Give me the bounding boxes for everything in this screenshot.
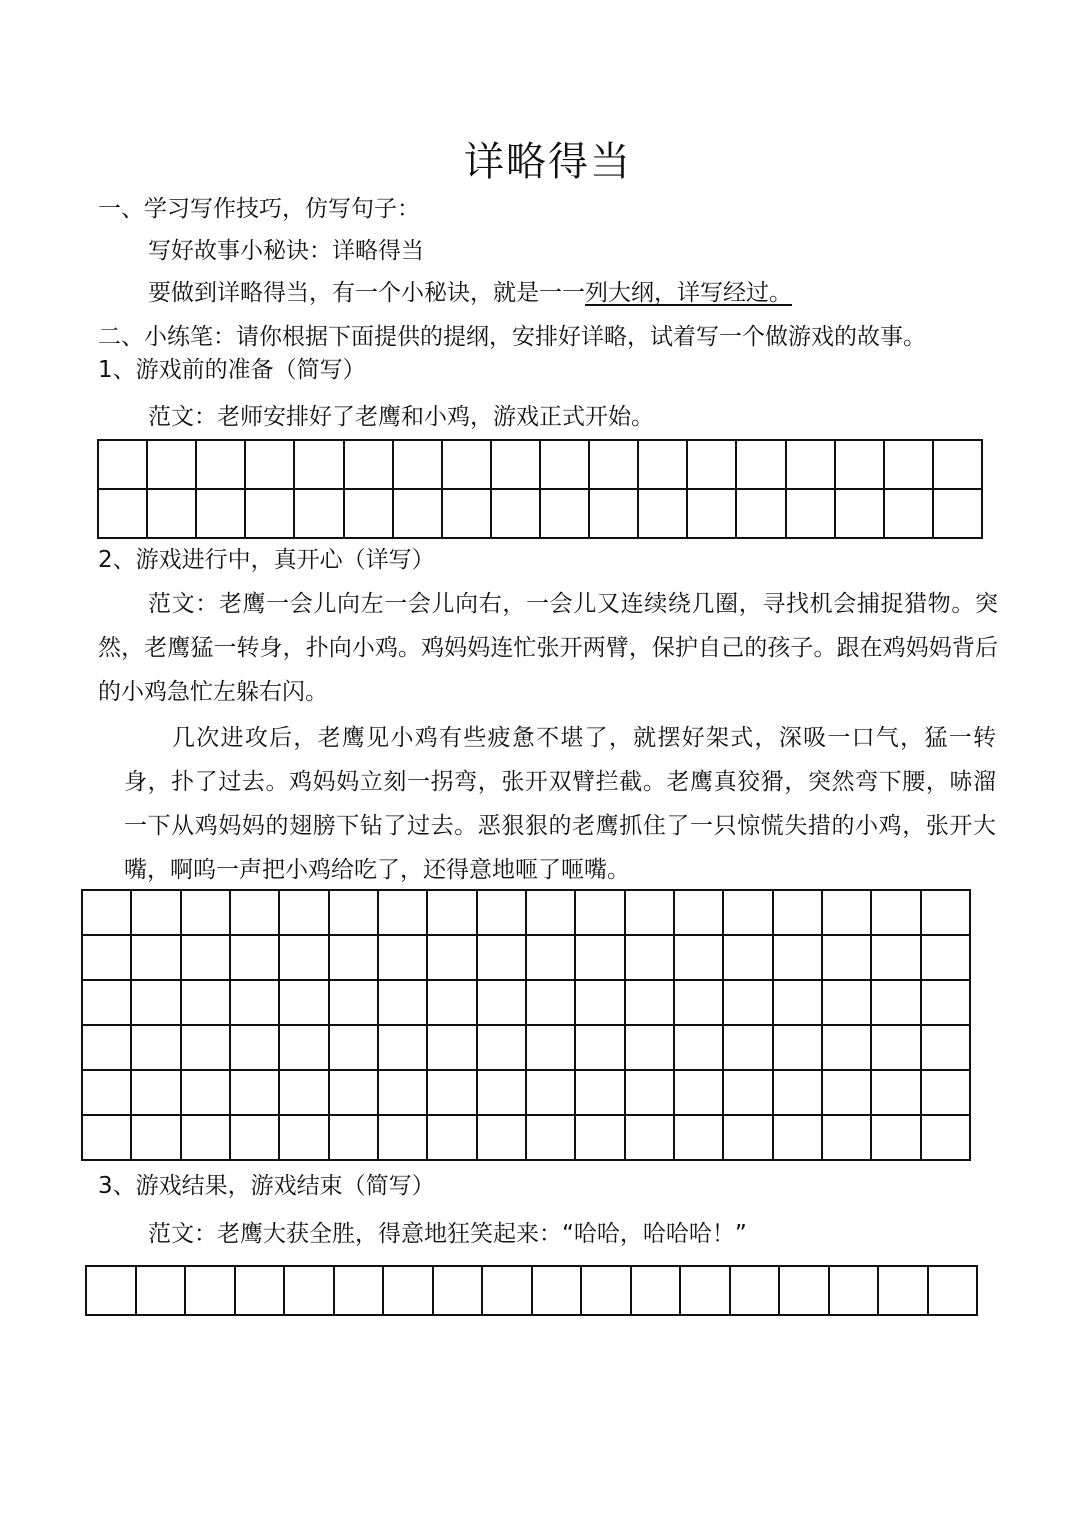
writing-square[interactable] — [231, 936, 280, 981]
writing-square[interactable] — [872, 1071, 921, 1116]
writing-square[interactable] — [182, 1026, 231, 1071]
writing-square[interactable] — [148, 490, 197, 539]
section-2-writing-grid — [81, 889, 971, 1161]
writing-square[interactable] — [724, 981, 773, 1026]
writing-square[interactable] — [626, 1026, 675, 1071]
section-1-writing-grid — [97, 439, 983, 539]
writing-square[interactable] — [582, 1267, 632, 1316]
writing-square[interactable] — [379, 1026, 428, 1071]
writing-square[interactable] — [922, 1116, 971, 1161]
writing-square[interactable] — [280, 891, 329, 936]
writing-square[interactable] — [527, 936, 576, 981]
writing-square[interactable] — [934, 490, 983, 539]
writing-square[interactable] — [246, 441, 295, 490]
section-2-sample-para1-text: 范文：老鹰一会儿向左一会儿向右，一会儿又连续绕几圈，寻找机会捕捉猎物。突然，老鹰猛一转身，扑向小鸡。鸡妈妈连忙张开两臂，保护自己的孩子。跟在鸡妈妈背后的小鸡急忙左躲右闪。 — [98, 591, 998, 705]
writing-square[interactable] — [83, 1071, 132, 1116]
writing-square[interactable] — [885, 490, 934, 539]
writing-square[interactable] — [541, 490, 590, 539]
writing-square[interactable] — [872, 1116, 921, 1161]
part1-heading: 一、学习写作技巧，仿写句子： — [98, 196, 420, 222]
writing-square[interactable] — [527, 1116, 576, 1161]
writing-square[interactable] — [872, 936, 921, 981]
writing-square[interactable] — [823, 1026, 872, 1071]
writing-square[interactable] — [590, 490, 639, 539]
writing-square[interactable] — [280, 936, 329, 981]
writing-square[interactable] — [688, 490, 737, 539]
writing-square[interactable] — [774, 1071, 823, 1116]
writing-square[interactable] — [922, 936, 971, 981]
writing-square[interactable] — [626, 891, 675, 936]
writing-square[interactable] — [787, 441, 836, 490]
writing-square[interactable] — [541, 441, 590, 490]
writing-square[interactable] — [724, 1071, 773, 1116]
section-1-sample: 范文：老师安排好了老鹰和小鸡，游戏正式开始。 — [148, 404, 654, 430]
writing-square[interactable] — [231, 1026, 280, 1071]
writing-square[interactable] — [330, 891, 379, 936]
writing-square[interactable] — [99, 490, 148, 539]
writing-square[interactable] — [478, 1116, 527, 1161]
writing-square[interactable] — [836, 490, 885, 539]
writing-square[interactable] — [872, 891, 921, 936]
writing-square[interactable] — [823, 1116, 872, 1161]
writing-square[interactable] — [379, 936, 428, 981]
writing-square[interactable] — [478, 1026, 527, 1071]
writing-square[interactable] — [724, 1026, 773, 1071]
writing-square[interactable] — [533, 1267, 583, 1316]
writing-square[interactable] — [197, 441, 246, 490]
writing-square[interactable] — [632, 1267, 682, 1316]
writing-square[interactable] — [182, 981, 231, 1026]
writing-square[interactable] — [823, 1071, 872, 1116]
writing-square[interactable] — [379, 1116, 428, 1161]
writing-square[interactable] — [186, 1267, 236, 1316]
tip-line — [148, 278, 808, 308]
writing-square[interactable] — [576, 1116, 625, 1161]
writing-square[interactable] — [231, 981, 280, 1026]
section-1-heading: 1、游戏前的准备（简写） — [98, 357, 366, 383]
writing-square[interactable] — [330, 1026, 379, 1071]
writing-square[interactable] — [137, 1267, 187, 1316]
writing-square[interactable] — [83, 1026, 132, 1071]
writing-square[interactable] — [527, 1071, 576, 1116]
writing-square[interactable] — [132, 891, 181, 936]
writing-square[interactable] — [922, 1071, 971, 1116]
writing-square[interactable] — [330, 1071, 379, 1116]
writing-square[interactable] — [83, 891, 132, 936]
writing-square[interactable] — [483, 1267, 533, 1316]
writing-square[interactable] — [379, 1071, 428, 1116]
writing-square[interactable] — [280, 1071, 329, 1116]
writing-square[interactable] — [639, 490, 688, 539]
writing-square[interactable] — [527, 981, 576, 1026]
writing-square[interactable] — [345, 441, 394, 490]
writing-square[interactable] — [434, 1267, 484, 1316]
section-2-sample-para2-text: 几次进攻后，老鹰见小鸡有些疲惫不堪了，就摆好架式，深吸一口气，猛一转身，扑了过去。鸡妈妈立刻一拐弯，张开双臂拦截。老鹰真狡猾，突然弯下腰，哧溜一下从鸡妈妈的翅膀下钻了过去。恶狠狠的老鹰抓住了一只惊慌失措的小鸡，张开大嘴，啊呜一声把小鸡给吃了，还得意地咂了咂嘴。 — [124, 725, 996, 883]
writing-square[interactable] — [492, 441, 541, 490]
writing-square[interactable] — [922, 891, 971, 936]
writing-square[interactable] — [576, 1071, 625, 1116]
writing-square[interactable] — [774, 1116, 823, 1161]
section-2-heading: 2、游戏进行中，真开心（详写） — [98, 547, 435, 573]
writing-square[interactable] — [330, 1116, 379, 1161]
tip-line-underlined: 列大纲，详写经过。 — [585, 280, 792, 306]
writing-square[interactable] — [879, 1267, 929, 1316]
section-2-sample-para1 — [98, 582, 998, 714]
writing-square[interactable] — [379, 981, 428, 1026]
section-2-sample-para2 — [124, 716, 996, 892]
writing-square[interactable] — [576, 891, 625, 936]
writing-square[interactable] — [330, 981, 379, 1026]
part2-heading: 二、小练笔：请你根据下面提供的提纲，安排好详略，试着写一个做游戏的故事。 — [98, 324, 926, 350]
writing-square[interactable] — [675, 936, 724, 981]
writing-square[interactable] — [675, 1071, 724, 1116]
writing-square[interactable] — [231, 891, 280, 936]
writing-square[interactable] — [428, 1071, 477, 1116]
section-3-heading: 3、游戏结果，游戏结束（简写） — [98, 1173, 435, 1199]
writing-square[interactable] — [182, 1116, 231, 1161]
writing-square[interactable] — [922, 1026, 971, 1071]
writing-square[interactable] — [576, 936, 625, 981]
writing-square[interactable] — [492, 490, 541, 539]
writing-square[interactable] — [675, 981, 724, 1026]
writing-square[interactable] — [132, 981, 181, 1026]
writing-square[interactable] — [394, 441, 443, 490]
writing-square[interactable] — [345, 490, 394, 539]
writing-square[interactable] — [780, 1267, 830, 1316]
writing-square[interactable] — [675, 1026, 724, 1071]
writing-square[interactable] — [148, 441, 197, 490]
writing-square[interactable] — [527, 1026, 576, 1071]
writing-square[interactable] — [774, 936, 823, 981]
writing-square[interactable] — [428, 981, 477, 1026]
writing-square[interactable] — [737, 490, 786, 539]
writing-square[interactable] — [576, 981, 625, 1026]
section-3-writing-grid — [85, 1265, 978, 1316]
writing-square[interactable] — [478, 1071, 527, 1116]
writing-square[interactable] — [478, 981, 527, 1026]
writing-square[interactable] — [934, 441, 983, 490]
writing-square[interactable] — [99, 441, 148, 490]
writing-square[interactable] — [132, 1116, 181, 1161]
writing-tip: 写好故事小秘诀：详略得当 — [148, 238, 424, 264]
writing-square[interactable] — [823, 936, 872, 981]
writing-square[interactable] — [443, 490, 492, 539]
writing-square[interactable] — [394, 490, 443, 539]
writing-square[interactable] — [787, 490, 836, 539]
writing-square[interactable] — [132, 1071, 181, 1116]
writing-square[interactable] — [295, 490, 344, 539]
page-title: 详略得当 — [464, 139, 632, 185]
writing-square[interactable] — [724, 891, 773, 936]
writing-square[interactable] — [83, 981, 132, 1026]
writing-square[interactable] — [836, 441, 885, 490]
writing-square[interactable] — [724, 936, 773, 981]
writing-square[interactable] — [626, 981, 675, 1026]
writing-square[interactable] — [737, 441, 786, 490]
writing-square[interactable] — [626, 1071, 675, 1116]
writing-square[interactable] — [774, 1026, 823, 1071]
writing-square[interactable] — [280, 1116, 329, 1161]
writing-square[interactable] — [626, 936, 675, 981]
writing-square[interactable] — [929, 1267, 979, 1316]
writing-square[interactable] — [675, 891, 724, 936]
writing-square[interactable] — [443, 441, 492, 490]
writing-square[interactable] — [823, 891, 872, 936]
writing-square[interactable] — [731, 1267, 781, 1316]
writing-square[interactable] — [83, 1116, 132, 1161]
writing-square[interactable] — [688, 441, 737, 490]
writing-square[interactable] — [197, 490, 246, 539]
writing-square[interactable] — [280, 981, 329, 1026]
writing-square[interactable] — [830, 1267, 880, 1316]
writing-square[interactable] — [285, 1267, 335, 1316]
writing-square[interactable] — [231, 1071, 280, 1116]
writing-square[interactable] — [639, 441, 688, 490]
writing-square[interactable] — [872, 1026, 921, 1071]
writing-square[interactable] — [428, 1116, 477, 1161]
writing-square[interactable] — [182, 936, 231, 981]
writing-square[interactable] — [872, 981, 921, 1026]
writing-square[interactable] — [428, 936, 477, 981]
writing-square[interactable] — [885, 441, 934, 490]
writing-square[interactable] — [132, 936, 181, 981]
writing-square[interactable] — [231, 1116, 280, 1161]
writing-square[interactable] — [478, 891, 527, 936]
writing-square[interactable] — [576, 1026, 625, 1071]
writing-square[interactable] — [774, 981, 823, 1026]
writing-square[interactable] — [87, 1267, 137, 1316]
writing-square[interactable] — [182, 1071, 231, 1116]
writing-square[interactable] — [280, 1026, 329, 1071]
writing-square[interactable] — [379, 891, 428, 936]
writing-square[interactable] — [182, 891, 231, 936]
writing-square[interactable] — [590, 441, 639, 490]
writing-square[interactable] — [384, 1267, 434, 1316]
section-3-sample: 范文：老鹰大获全胜，得意地狂笑起来：“哈哈，哈哈哈！” — [148, 1221, 747, 1247]
writing-square[interactable] — [428, 1026, 477, 1071]
writing-square[interactable] — [132, 1026, 181, 1071]
writing-square[interactable] — [681, 1267, 731, 1316]
writing-square[interactable] — [527, 891, 576, 936]
writing-square[interactable] — [295, 441, 344, 490]
writing-square[interactable] — [774, 891, 823, 936]
writing-square[interactable] — [236, 1267, 286, 1316]
writing-square[interactable] — [823, 981, 872, 1026]
writing-square[interactable] — [922, 981, 971, 1026]
writing-square[interactable] — [675, 1116, 724, 1161]
writing-square[interactable] — [83, 936, 132, 981]
writing-square[interactable] — [478, 936, 527, 981]
writing-square[interactable] — [246, 490, 295, 539]
writing-square[interactable] — [330, 936, 379, 981]
tip-line-prefix: 要做到详略得当，有一个小秘诀，就是一一 — [148, 280, 585, 306]
writing-square[interactable] — [626, 1116, 675, 1161]
writing-square[interactable] — [428, 891, 477, 936]
writing-square[interactable] — [335, 1267, 385, 1316]
writing-square[interactable] — [724, 1116, 773, 1161]
